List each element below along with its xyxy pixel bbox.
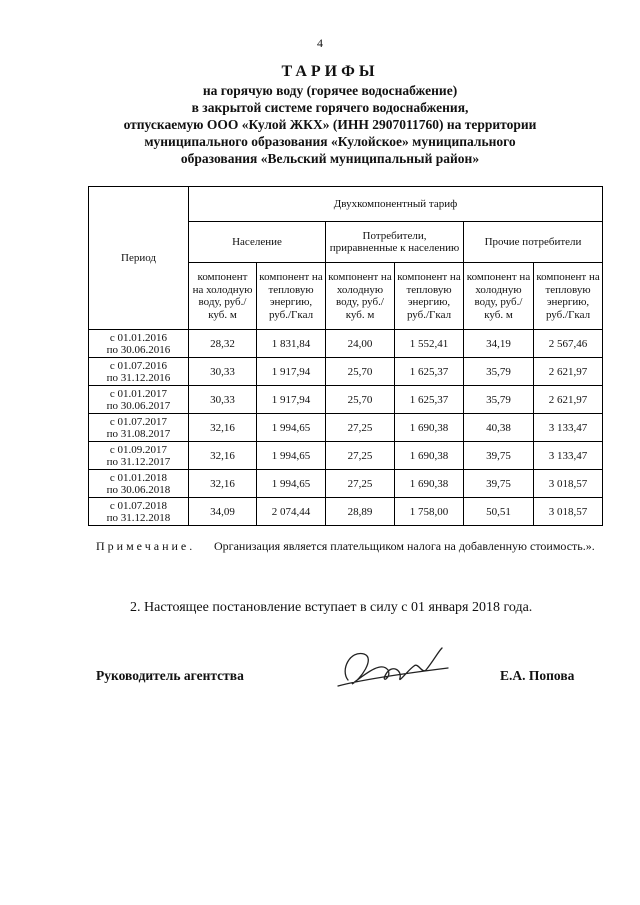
period-cell xyxy=(89,498,189,526)
title-line-1: на горячую воду (горячее водоснабжение) xyxy=(202,83,458,98)
group-header-other-consumers: Прочие потребители xyxy=(464,222,603,263)
component-heat-header: компонент на тепловую энергию, руб./Гкал xyxy=(395,263,464,330)
value-cell: 1 917,94 xyxy=(257,358,326,386)
period-cell xyxy=(89,386,189,414)
table-row xyxy=(89,442,603,470)
value-cell: 3 133,47 xyxy=(534,442,603,470)
period-from: с 01.07.2017 xyxy=(109,415,168,428)
value-cell: 1 994,65 xyxy=(257,414,326,442)
value-cell: 1 690,38 xyxy=(395,442,464,470)
period-from: с 01.07.2018 xyxy=(109,499,168,512)
table-row xyxy=(89,498,603,526)
value-cell: 25,70 xyxy=(326,386,395,414)
value-cell: 2 074,44 xyxy=(257,498,326,526)
two-component-tariff-header: Двухкомпонентный тариф xyxy=(189,187,603,222)
period-to: по 31.12.2016 xyxy=(106,371,171,384)
value-cell: 2 621,97 xyxy=(534,358,603,386)
effective-date-clause: 2. Настоящее постановление вступает в силу с 01 января 2018 года. xyxy=(130,600,533,615)
value-cell: 30,33 xyxy=(189,358,257,386)
value-cell: 28,32 xyxy=(189,330,257,358)
signatory-role: Руководитель агентства xyxy=(96,668,244,683)
period-cell xyxy=(89,414,189,442)
note-text: Организация является плательщиком налога на добавленную стоимость.». xyxy=(214,539,595,553)
period-to: по 30.06.2016 xyxy=(106,343,171,356)
component-cold-header: компонент на холодную воду, руб./куб. м xyxy=(464,263,534,330)
value-cell: 34,19 xyxy=(464,330,534,358)
value-cell: 1 552,41 xyxy=(395,330,464,358)
component-cold-header: компонент на холодную воду, руб./куб. м xyxy=(189,263,257,330)
value-cell: 1 917,94 xyxy=(257,386,326,414)
title-main: ТАРИФЫ xyxy=(281,63,379,80)
value-cell: 40,38 xyxy=(464,414,534,442)
value-cell: 27,25 xyxy=(326,442,395,470)
period-from: с 01.01.2016 xyxy=(109,331,168,344)
value-cell: 24,00 xyxy=(326,330,395,358)
value-cell: 32,16 xyxy=(189,414,257,442)
page-number: 4 xyxy=(317,36,323,50)
value-cell: 27,25 xyxy=(326,414,395,442)
value-cell: 1 625,37 xyxy=(395,358,464,386)
value-cell: 34,09 xyxy=(189,498,257,526)
value-cell: 1 625,37 xyxy=(395,386,464,414)
value-cell: 28,89 xyxy=(326,498,395,526)
value-cell: 3 018,57 xyxy=(534,498,603,526)
value-cell: 35,79 xyxy=(464,386,534,414)
period-to: по 30.06.2017 xyxy=(106,399,171,412)
value-cell: 30,33 xyxy=(189,386,257,414)
value-cell: 1 831,84 xyxy=(257,330,326,358)
period-cell xyxy=(89,330,189,358)
value-cell: 27,25 xyxy=(326,470,395,498)
table-row xyxy=(89,358,603,386)
group-header-population: Население xyxy=(189,222,326,263)
period-cell xyxy=(89,358,189,386)
value-cell: 32,16 xyxy=(189,470,257,498)
period-cell xyxy=(89,442,189,470)
title-line-2: в закрытой системе горячего водоснабжения, xyxy=(191,100,469,115)
table-row xyxy=(89,470,603,498)
table-row xyxy=(89,386,603,414)
period-from: с 01.09.2017 xyxy=(109,443,168,456)
document-title xyxy=(60,62,600,167)
tariff-table xyxy=(88,186,603,526)
table-row xyxy=(89,414,603,442)
period-from: с 01.07.2016 xyxy=(109,359,168,372)
title-line-3: отпускаемую ООО «Кулой ЖКХ» (ИНН 2907011760) на территории xyxy=(123,117,537,132)
period-from: с 01.01.2018 xyxy=(109,471,168,484)
period-to: по 31.12.2017 xyxy=(106,455,171,468)
value-cell: 2 567,46 xyxy=(534,330,603,358)
value-cell: 39,75 xyxy=(464,442,534,470)
value-cell: 1 690,38 xyxy=(395,470,464,498)
component-heat-header: компонент на тепловую энергию, руб./Гкал xyxy=(257,263,326,330)
value-cell: 39,75 xyxy=(464,470,534,498)
value-cell: 1 994,65 xyxy=(257,442,326,470)
value-cell: 3 018,57 xyxy=(534,470,603,498)
table-row xyxy=(89,330,603,358)
title-line-4: муниципального образования «Кулойское» муниципального xyxy=(144,134,516,149)
period-cell xyxy=(89,470,189,498)
handwritten-signature xyxy=(330,640,460,696)
note-label: Примечание. xyxy=(96,539,196,553)
period-from: с 01.01.2017 xyxy=(109,387,168,400)
value-cell: 32,16 xyxy=(189,442,257,470)
component-heat-header: компонент на тепловую энергию, руб./Гкал xyxy=(534,263,603,330)
value-cell: 25,70 xyxy=(326,358,395,386)
period-to: по 31.08.2017 xyxy=(106,427,171,440)
value-cell: 35,79 xyxy=(464,358,534,386)
value-cell: 1 994,65 xyxy=(257,470,326,498)
value-cell: 3 133,47 xyxy=(534,414,603,442)
value-cell: 1 758,00 xyxy=(395,498,464,526)
period-to: по 30.06.2018 xyxy=(106,483,171,496)
value-cell: 1 690,38 xyxy=(395,414,464,442)
title-line-5: образования «Вельский муниципальный район» xyxy=(180,151,480,166)
component-cold-header: компонент на холодную воду, руб./куб. м xyxy=(326,263,395,330)
period-header: Период xyxy=(89,187,189,330)
value-cell: 50,51 xyxy=(464,498,534,526)
signatory-name: Е.А. Попова xyxy=(500,668,575,683)
value-cell: 2 621,97 xyxy=(534,386,603,414)
period-to: по 31.12.2018 xyxy=(106,511,171,524)
group-header-equivalent-consumers: Потребители, приравненные к населению xyxy=(326,222,464,263)
